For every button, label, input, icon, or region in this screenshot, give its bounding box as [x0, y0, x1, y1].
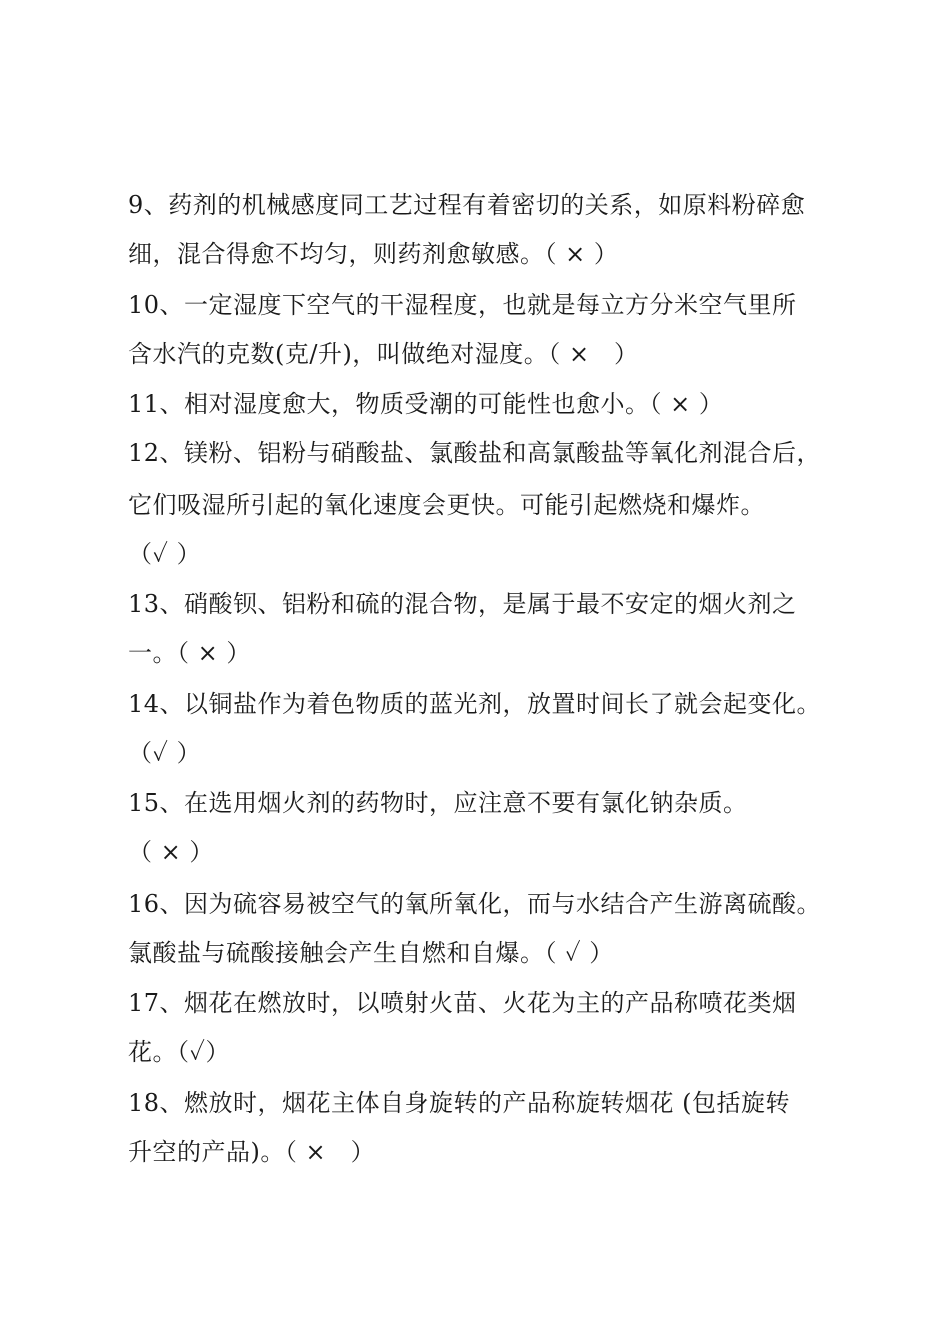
- text-line: 细，混合得愈不均匀，则药剂愈敏感。（ × ）: [128, 240, 619, 268]
- text-line: 12、镁粉、铝粉与硝酸盐、氯酸盐和高氯酸盐等氧化剂混合后，: [128, 439, 822, 467]
- text-line: 氯酸盐与硫酸接触会产生自燃和自爆。（ ✓ ）: [128, 939, 614, 967]
- text-line: 含水汽的克数(克/升)，叫做绝对湿度。（ × ）: [128, 340, 639, 368]
- text-line: 11、相对湿度愈大，物质受潮的可能性也愈小。（ × ）: [128, 390, 724, 418]
- text-line: 花。（✓）: [128, 1038, 230, 1066]
- text-line: （✓ ）: [128, 739, 202, 767]
- text-line: 14、以铜盐作为着色物质的蓝光剂，放置时间长了就会起变化。: [128, 690, 822, 718]
- text-line: 15、在选用烟火剂的药物时，应注意不要有氯化钠杂质。: [128, 789, 748, 817]
- text-line: 9、药剂的机械感度同工艺过程有着密切的关系，如原料粉碎愈: [128, 191, 806, 219]
- text-line: 18、燃放时，烟花主体自身旋转的产品称旋转烟花 (包括旋转: [128, 1089, 791, 1117]
- text-line: 10、一定湿度下空气的干湿程度，也就是每立方分米空气里所: [128, 291, 797, 319]
- text-line: 17、烟花在燃放时，以喷射火苗、火花为主的产品称喷花类烟: [128, 989, 797, 1017]
- text-line: 13、硝酸钡、铝粉和硫的混合物，是属于最不安定的烟火剂之: [128, 590, 797, 618]
- text-line: 一。（ × ）: [128, 639, 251, 667]
- text-line: 它们吸湿所引起的氧化速度会更快。可能引起燃烧和爆炸。: [128, 491, 765, 519]
- text-line: （✓ ）: [128, 540, 202, 568]
- text-line: 升空的产品)。（ × ）: [128, 1138, 376, 1166]
- text-line: （ × ）: [128, 838, 214, 866]
- text-line: 16、因为硫容易被空气的氧所氧化，而与水结合产生游离硫酸。: [128, 890, 822, 918]
